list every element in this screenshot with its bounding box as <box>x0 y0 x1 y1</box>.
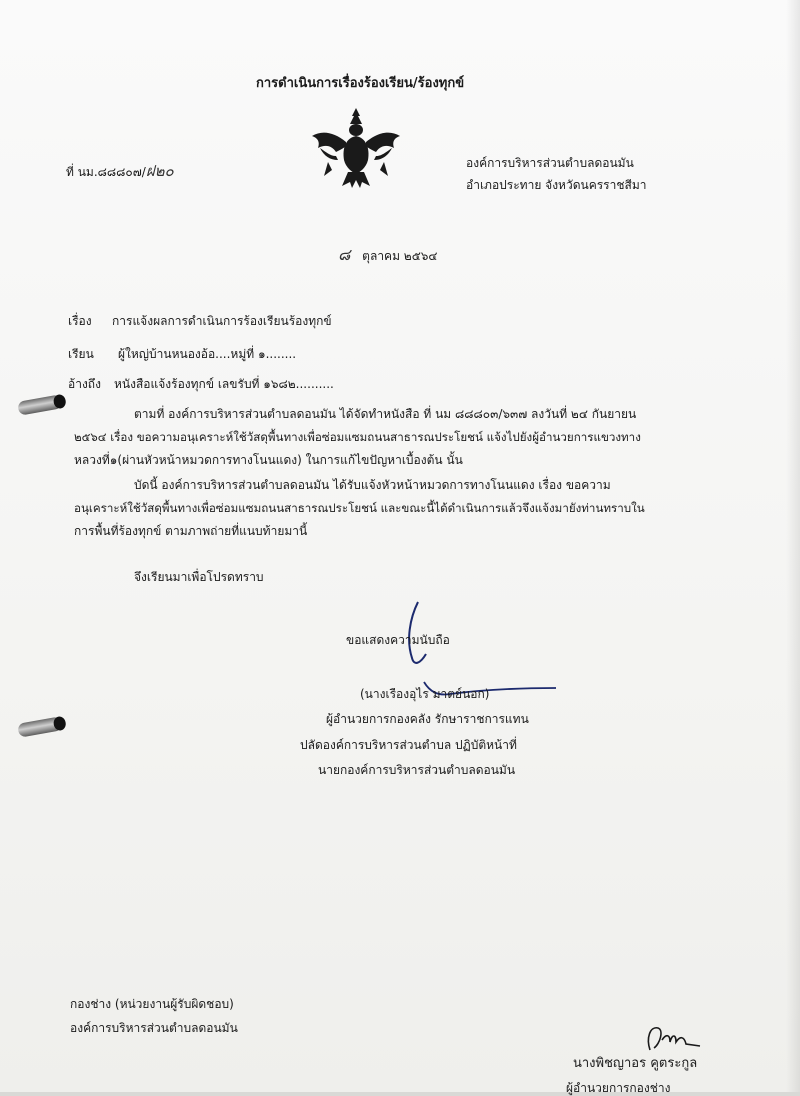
document-date <box>338 247 438 264</box>
garuda-emblem <box>306 102 406 194</box>
second-signer-name: นางพิชญาอร คูตระกูล <box>573 1056 698 1071</box>
org-address: อำเภอประทาย จังหวัดนครราชสีมา <box>466 178 647 192</box>
top-title: การดำเนินการเรื่องร้องเรียน/ร้องทุกข์ <box>256 76 465 91</box>
signer-position-line3: นายกองค์การบริหารส่วนตำบลดอนมัน <box>318 763 516 777</box>
date-month-year: ตุลาคม ๒๕๖๔ <box>362 249 438 263</box>
subject-label: เรื่อง <box>68 314 92 328</box>
second-signer-position-partial: ผู้อำนวยการกองช่าง <box>566 1081 671 1095</box>
para1-line3: หลวงที่๑(ผ่านหัวหน้าหมวดการทางโนนแดง) ในการแก้ไขปัญหาเบื้องต้น นั้น <box>74 453 463 467</box>
recipient-text: ผู้ใหญ่บ้านหนองอ้อ....หมู่ที่ ๑........ <box>118 347 297 361</box>
para2-line3: การพื้นที่ร้องทุกข์ ตามภาพถ่ายที่แนบท้ายมานี้ <box>74 524 308 538</box>
para2-line1: บัดนี้ องค์การบริหารส่วนตำบลดอนมัน ได้รับแจ้งหัวหน้าหมวดการทางโนนแดง เรื่อง ขอความ <box>134 478 611 492</box>
para1-line2: ๒๕๖๔ เรื่อง ขอความอนุเคราะห์ใช้วัสดุพื้นทางเพื่อซ่อมแซมถนนสาธารณประโยชน์ แจ้งไปยังผู้อำนวยการแขวงทาง <box>74 430 641 444</box>
para2-line2: อนุเคราะห์ใช้วัสดุพื้นทางเพื่อซ่อมแซมถนนสาธารณประโยชน์ และขณะนี้ได้ดำเนินการแล้วจึงแจ้งมายังท่านทราบใน <box>74 501 645 515</box>
page-edge-shadow <box>786 0 800 1092</box>
para1-line1: ตามที่ องค์การบริหารส่วนตำบลดอนมัน ได้จัดทำหนังสือ ที่ นม ๘๘๘๐๓/๖๓๗ ลงวันที่ ๒๔ กันยายน <box>134 407 637 421</box>
recipient-label: เรียน <box>68 347 94 361</box>
signer-position-line1: ผู้อำนวยการกองคลัง รักษาราชการแทน <box>326 712 529 726</box>
closing-line: จึงเรียนมาเพื่อโปรดทราบ <box>134 570 264 584</box>
date-day-handwritten: ๘ <box>338 245 351 264</box>
closing-regards: ขอแสดงความนับถือ <box>346 633 450 647</box>
footer-organization: องค์การบริหารส่วนตำบลดอนมัน <box>70 1021 238 1035</box>
signer-position-line2: ปลัดองค์การบริหารส่วนตำบล ปฏิบัติหน้าที่ <box>300 738 517 752</box>
signer-name: (นางเรืองอุไร มาตย์นอก) <box>360 687 490 701</box>
doc-number <box>66 163 174 180</box>
reference-text: หนังสือแจ้งร้องทุกข์ เลขรับที่ ๑๖๘๒.......... <box>114 377 334 391</box>
subject-text: การแจ้งผลการดำเนินการร้องเรียนร้องทุกข์ <box>112 314 332 328</box>
org-name: องค์การบริหารส่วนตำบลดอนมัน <box>466 156 634 170</box>
reference-label: อ้างถึง <box>68 377 101 391</box>
doc-number-handwritten: ฝ๒๐ <box>145 162 174 180</box>
doc-number-prefix: ที่ นม.๘๘๘๐๗/ <box>66 165 146 179</box>
footer-department: กองช่าง (หน่วยงานผู้รับผิดชอบ) <box>70 997 234 1011</box>
